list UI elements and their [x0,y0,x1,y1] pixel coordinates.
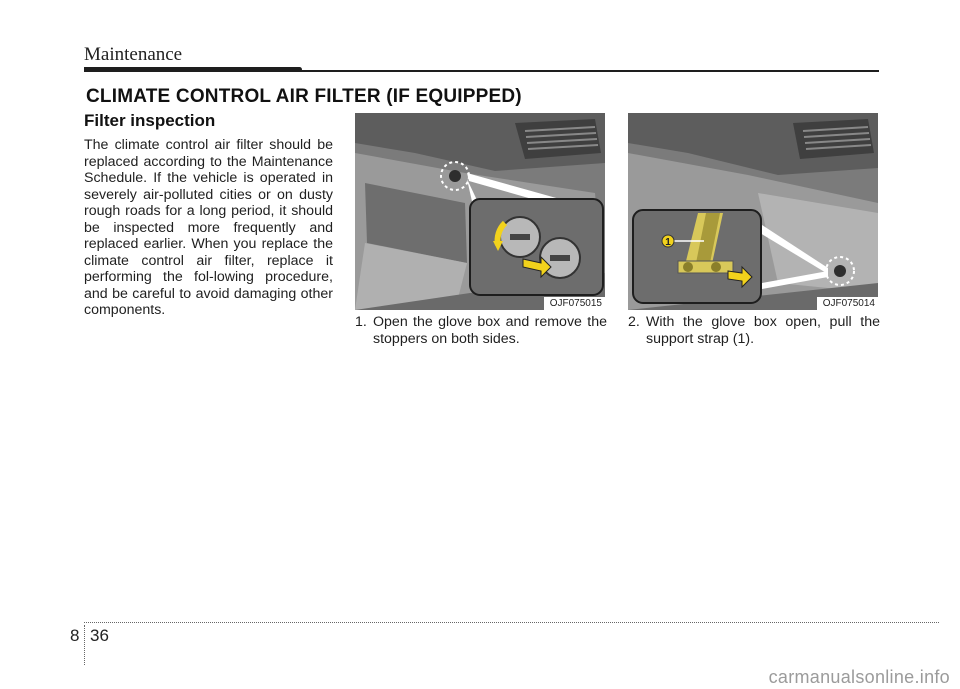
figure-support-strap [628,113,878,310]
step-item [628,314,880,348]
section-title: CLIMATE CONTROL AIR FILTER (IF EQUIPPED) [86,86,522,107]
callout-number: 1 [665,237,671,248]
body-paragraph: The climate control air filter should be replaced according to the Maintenance Schedule. If the vehicle is operated in severely air-polluted cities or on dusty rough roads for a long period, it should be inspected more frequently and replaced earlier. When you replace the climate control air filter, replace it performing the fol-lowing procedure, and be careful to avoid damaging other components. [84,137,333,318]
footer-rule [84,622,939,623]
figure-code: OJF075014 [817,297,878,310]
step-number: 1. [355,314,367,330]
figure-glove-box-stoppers [355,113,605,310]
subsection-title: Filter inspection [84,111,216,130]
step-item [355,314,607,348]
figure-code: OJF075015 [544,297,605,310]
page-number: 36 [90,626,109,645]
header-rule [84,70,879,72]
step-number: 2. [628,314,640,330]
support-strap-illustration [628,113,878,310]
footer-divider [84,625,85,665]
header-section-label: Maintenance [84,44,183,65]
chapter-number: 8 [70,626,80,645]
glove-box-stoppers-illustration [355,113,605,310]
step-text: With the glove box open, pull the support strap (1). [646,314,880,347]
step-text: Open the glove box and remove the stoppers on both sides. [373,314,607,347]
watermark: carmanualsonline.info [768,667,950,687]
